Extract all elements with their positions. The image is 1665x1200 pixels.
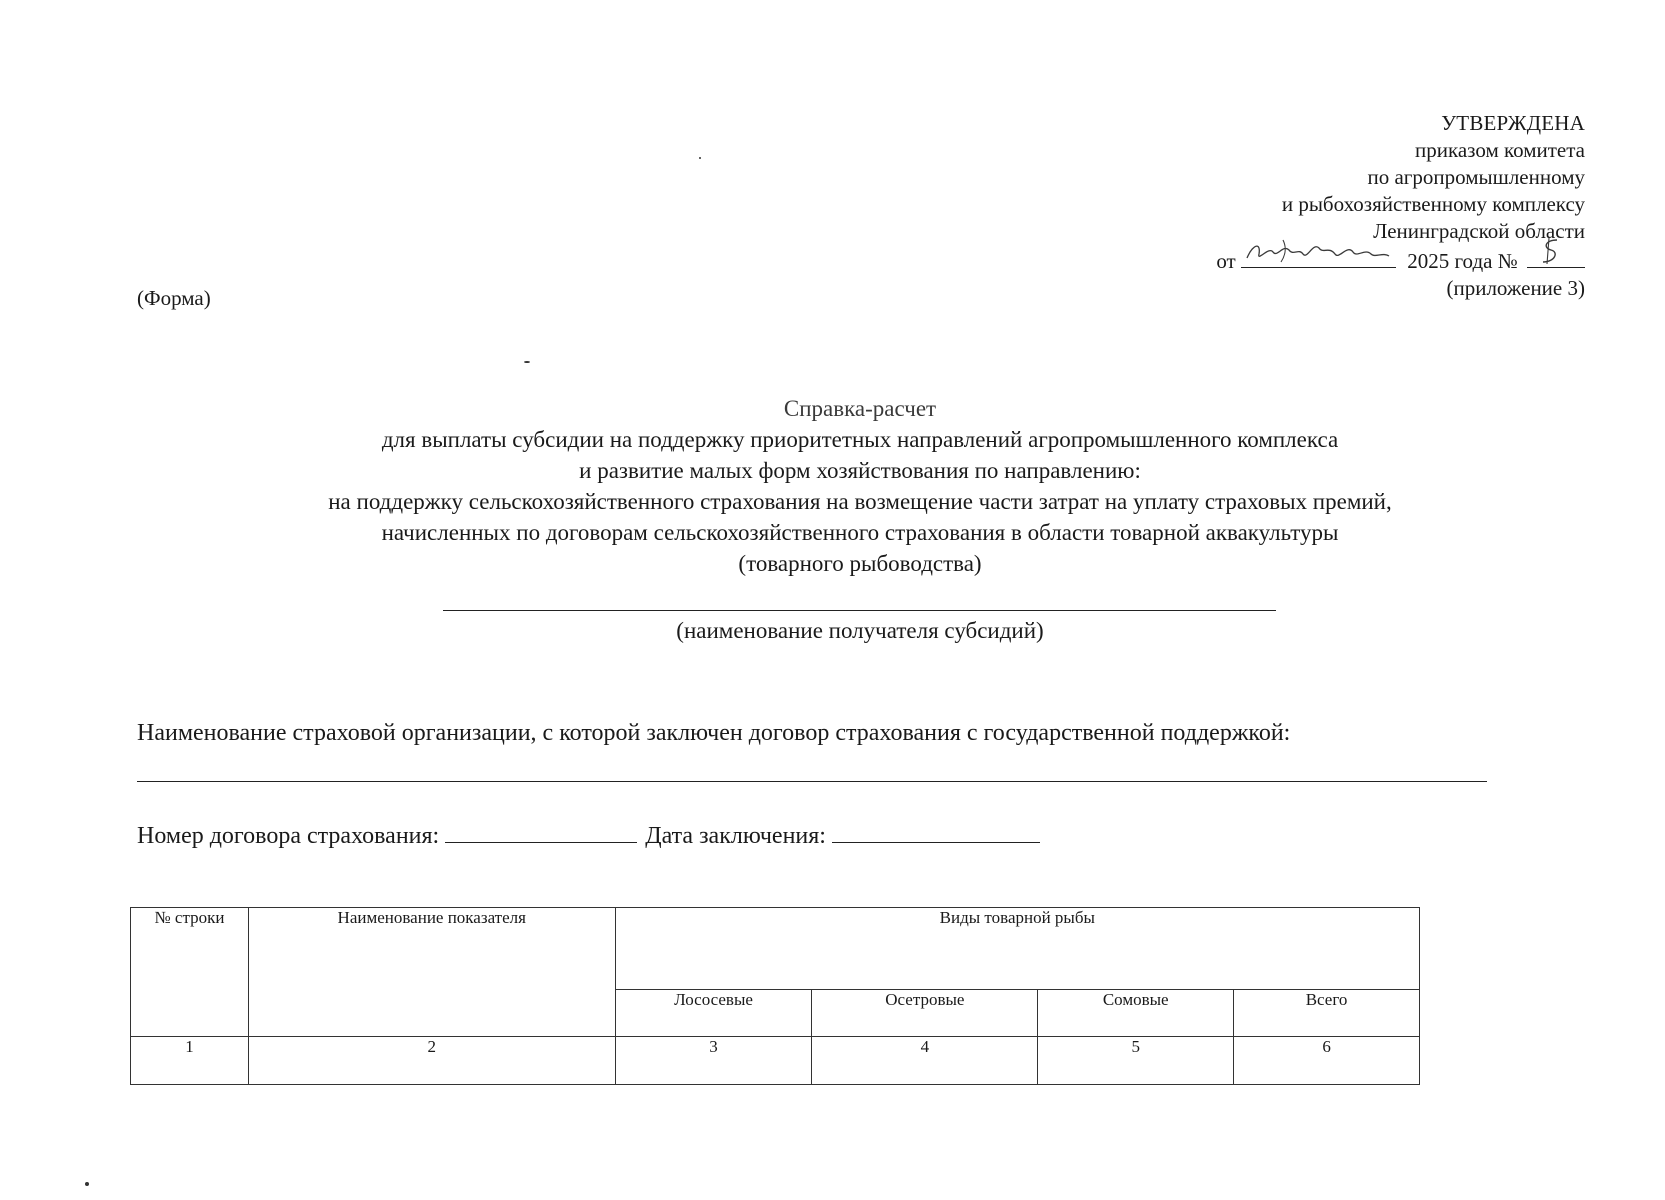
- contract-number-label: Номер договора страхования:: [137, 823, 440, 849]
- approval-line: по агропромышленному: [1367, 165, 1585, 189]
- approval-block: [1216, 110, 1585, 302]
- scan-speck: [85, 1182, 89, 1186]
- heading-line: и развитие малых форм хозяйствования по направлению:: [579, 458, 1141, 483]
- contract-number-field[interactable]: [445, 820, 637, 843]
- header-indicator-name: Наименование показателя: [248, 908, 615, 1037]
- heading-line: (товарного рыбоводства): [738, 551, 982, 576]
- subheader-total: Всего: [1234, 990, 1420, 1037]
- column-number-cell: 4: [812, 1037, 1038, 1085]
- scan-speck: [524, 361, 530, 363]
- document-heading: [0, 393, 1665, 579]
- handwritten-number-scribble: [1535, 236, 1565, 266]
- heading-line: для выплаты субсидии на поддержку приоритетных направлений агропромышленного комплекса: [381, 427, 1339, 452]
- contract-date-field[interactable]: [832, 820, 1040, 843]
- approval-appendix: (приложение 3): [1446, 276, 1585, 300]
- date-prefix: от: [1216, 249, 1236, 273]
- subheader-salmon: Лососевые: [615, 990, 812, 1037]
- insurer-name-field[interactable]: [137, 781, 1487, 782]
- table-row: [131, 1037, 1420, 1085]
- recipient-name-field[interactable]: [443, 610, 1276, 611]
- heading-line: начисленных по договорам сельскохозяйственного страхования в области товарной аквакультуры: [381, 520, 1339, 545]
- header-fish-types: Виды товарной рыбы: [615, 908, 1419, 990]
- subheader-sturgeon: Осетровые: [812, 990, 1038, 1037]
- handwritten-date-field: [1241, 245, 1396, 268]
- form-label: (Форма): [137, 286, 211, 310]
- handwritten-date-scribble: [1243, 236, 1393, 266]
- year-text: 2025 года №: [1407, 249, 1518, 273]
- column-number-cell: 6: [1234, 1037, 1420, 1085]
- table-header-row: [131, 908, 1420, 990]
- calculation-table: [130, 907, 1420, 1085]
- approval-line: Ленинградской области: [1373, 219, 1585, 243]
- scan-speck: [699, 157, 701, 159]
- column-number-cell: 1: [131, 1037, 249, 1085]
- approval-line: приказом комитета: [1414, 138, 1585, 162]
- approval-date-line: [1216, 245, 1585, 275]
- column-number-cell: 5: [1038, 1037, 1234, 1085]
- subheader-catfish: Сомовые: [1038, 990, 1234, 1037]
- handwritten-number-field: [1527, 245, 1585, 268]
- header-row-number: № строки: [131, 908, 249, 1037]
- insurer-label: Наименование страховой организации, с которой заключен договор страхования с государственной поддержкой:: [137, 720, 1291, 746]
- recipient-caption: (наименование получателя субсидий): [676, 618, 1044, 643]
- contract-date-label: Дата заключения:: [645, 823, 826, 849]
- heading-title: Справка-расчет: [783, 396, 937, 421]
- column-number-cell: 2: [248, 1037, 615, 1085]
- heading-line: на поддержку сельскохозяйственного страхования на возмещение части затрат на уплату страховых премий,: [328, 489, 1392, 514]
- approval-title: УТВЕРЖДЕНА: [1441, 111, 1585, 135]
- column-number-cell: 3: [615, 1037, 812, 1085]
- contract-line: [137, 820, 1040, 850]
- approval-line: и рыбохозяйственному комплексу: [1281, 192, 1585, 216]
